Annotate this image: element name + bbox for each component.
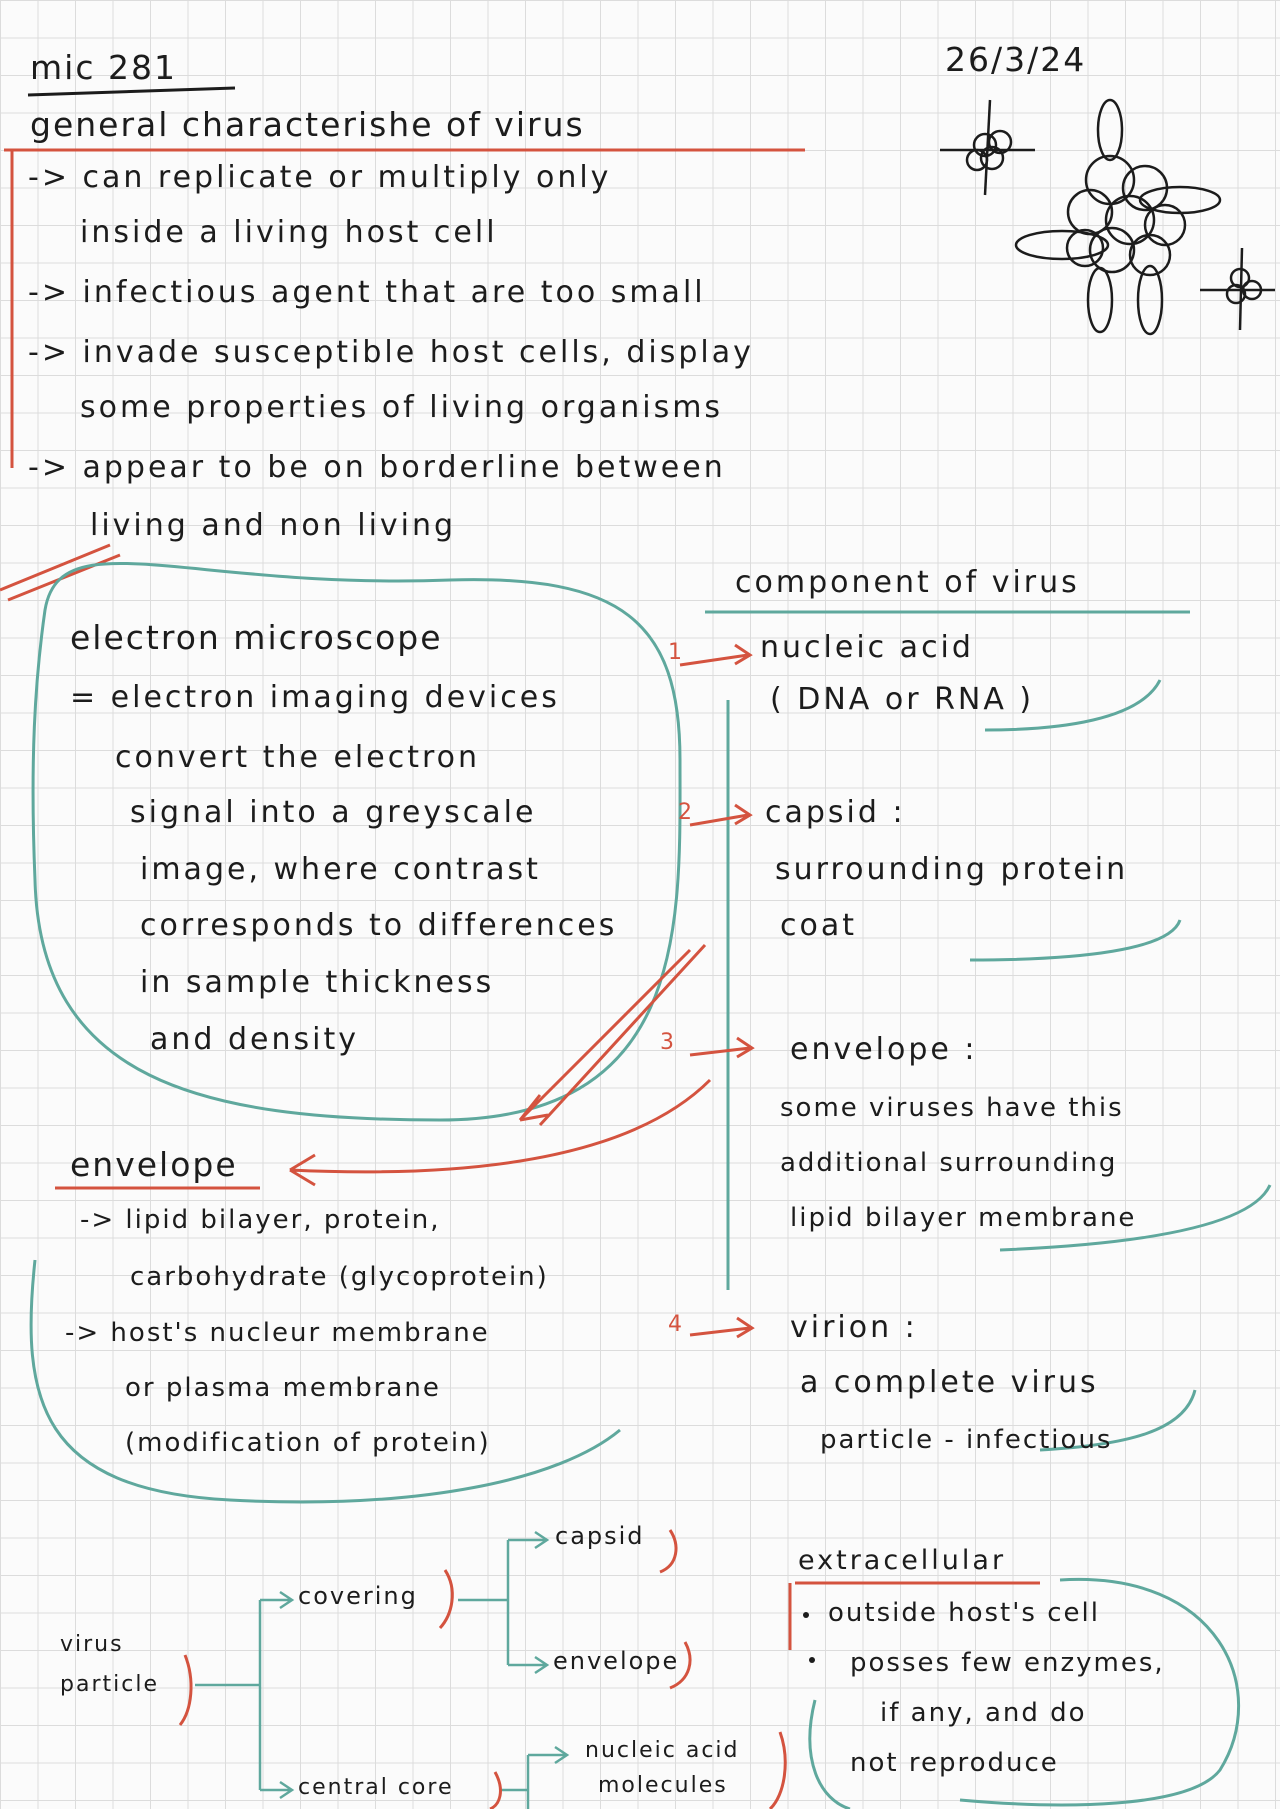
course-underline bbox=[28, 88, 235, 95]
component-line: some viruses have this bbox=[780, 1093, 1124, 1123]
envelope-heading: envelope bbox=[70, 1145, 238, 1184]
component-number: 2 bbox=[678, 800, 692, 825]
component-line: surrounding protein bbox=[775, 852, 1129, 887]
em-line: signal into a greyscale bbox=[130, 795, 537, 830]
component-line: particle - infectious bbox=[820, 1425, 1113, 1455]
em-line: convert the electron bbox=[115, 740, 481, 775]
em-line: = electron imaging devices bbox=[70, 680, 560, 715]
characteristic-line: some properties of living organisms bbox=[80, 390, 724, 425]
tree-capsid: capsid bbox=[555, 1522, 645, 1550]
component-line: ( DNA or RNA ) bbox=[770, 682, 1035, 717]
extracellular-bullet: outside host's cell bbox=[828, 1598, 1100, 1628]
component-number: 1 bbox=[668, 640, 682, 665]
em-line: image, where contrast bbox=[140, 852, 541, 887]
envelope-line: (modification of protein) bbox=[125, 1428, 491, 1458]
component-title: virion : bbox=[790, 1310, 918, 1345]
em-line: in sample thickness bbox=[140, 965, 495, 1000]
characteristic-line: -> appear to be on borderline between bbox=[28, 450, 726, 485]
tree-root: virus bbox=[60, 1632, 124, 1657]
characteristic-line: -> invade susceptible host cells, display bbox=[28, 335, 754, 370]
tree-envelope: envelope bbox=[553, 1647, 680, 1675]
em-line: corresponds to differences bbox=[140, 908, 618, 943]
em-line: and density bbox=[150, 1022, 359, 1057]
component-title: nucleic acid bbox=[760, 630, 974, 665]
envelope-line: carbohydrate (glycoprotein) bbox=[130, 1262, 549, 1292]
envelope-line: -> host's nucleur membrane bbox=[65, 1318, 490, 1348]
characteristic-line: inside a living host cell bbox=[80, 215, 498, 250]
extracellular-bullet: not reproduce bbox=[850, 1748, 1059, 1778]
tree-covering: covering bbox=[298, 1582, 418, 1610]
tree-central-core: central core bbox=[298, 1775, 454, 1800]
extracellular-heading: extracellular bbox=[798, 1545, 1007, 1576]
tree-nucleic: molecules bbox=[598, 1773, 728, 1798]
extracellular-bullet: posses few enzymes, bbox=[850, 1648, 1165, 1678]
page-title: general characterishe of virus bbox=[30, 105, 585, 144]
component-title: envelope : bbox=[790, 1032, 978, 1067]
course-code: mic 281 bbox=[30, 48, 177, 87]
tree-root: particle bbox=[60, 1672, 159, 1697]
date: 26/3/24 bbox=[945, 40, 1087, 79]
component-line: lipid bilayer membrane bbox=[790, 1203, 1137, 1233]
component-number: 4 bbox=[668, 1312, 682, 1337]
characteristic-line: -> infectious agent that are too small bbox=[28, 275, 706, 310]
component-line: additional surrounding bbox=[780, 1148, 1118, 1178]
extracellular-bullet: if any, and do bbox=[880, 1698, 1087, 1728]
envelope-line: -> lipid bilayer, protein, bbox=[80, 1205, 441, 1235]
characteristic-line: -> can replicate or multiply only bbox=[28, 160, 612, 195]
envelope-line: or plasma membrane bbox=[125, 1373, 441, 1403]
virus-doodle-icon bbox=[940, 100, 1275, 334]
tree-nucleic: nucleic acid bbox=[585, 1738, 740, 1763]
component-line: a complete virus bbox=[800, 1365, 1099, 1400]
em-heading: electron microscope bbox=[70, 618, 443, 657]
component-number: 3 bbox=[660, 1030, 674, 1055]
component-title: capsid : bbox=[765, 795, 906, 830]
component-line: coat bbox=[780, 908, 857, 943]
components-heading: component of virus bbox=[735, 565, 1080, 600]
characteristic-line: living and non living bbox=[90, 508, 457, 543]
